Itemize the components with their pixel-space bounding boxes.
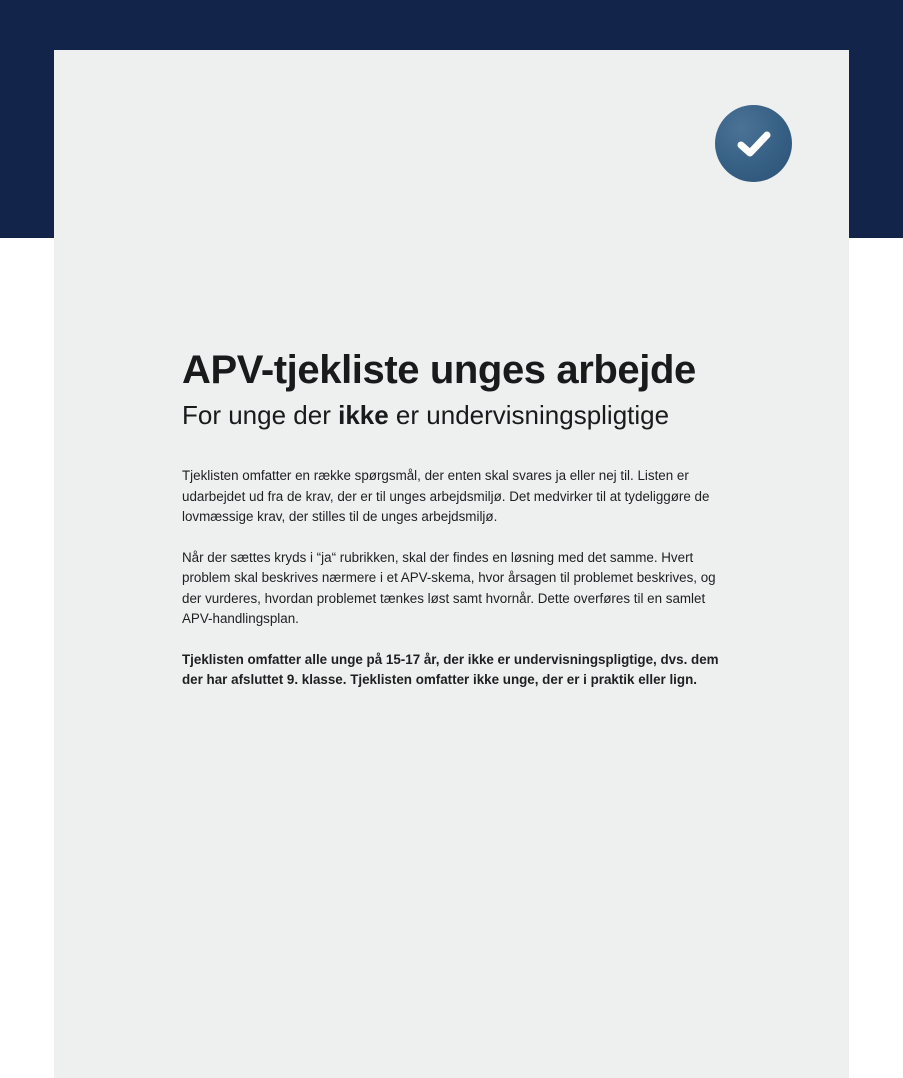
- subtitle-prefix: For unge der: [182, 400, 339, 430]
- document-page: [54, 50, 849, 1078]
- subtitle-emphasis: ikke: [338, 400, 389, 430]
- checkmark-icon: [715, 105, 792, 182]
- solution-paragraph: Når der sættes kryds i “ja“ rubrikken, skal der findes en løsning med det samme. Hvert problem skal beskrives nærmere i et APV-skema, hvor årsagen til problemet beskrives, og der vurderes, hvordan problemet tænkes løst samt hvornår. Dette overføres til en samlet APV-handlingsplan.: [182, 549, 716, 626]
- checkmark-glyph: [732, 122, 776, 166]
- document-title: APV-tjekliste unges arbejde: [182, 348, 696, 392]
- document-content: [182, 346, 727, 691]
- scope-paragraph: Tjeklisten omfatter alle unge på 15-17 år, der ikke er undervisningspligtige, dvs. dem der har afsluttet 9. klasse. Tjeklisten omfatter ikke unge, der er i praktik eller lign.: [182, 651, 719, 687]
- intro-paragraph: Tjeklisten omfatter en række spørgsmål, der enten skal svares ja eller nej til. Listen er udarbejdet ud fra de krav, der er til unges arbejdsmiljø. Det medvirker til at tydeliggøre de lovmæssige krav, der stilles til de unges arbejdsmiljø.: [182, 468, 710, 524]
- document-subtitle: [182, 398, 727, 432]
- subtitle-suffix: er undervisningspligtige: [388, 400, 670, 430]
